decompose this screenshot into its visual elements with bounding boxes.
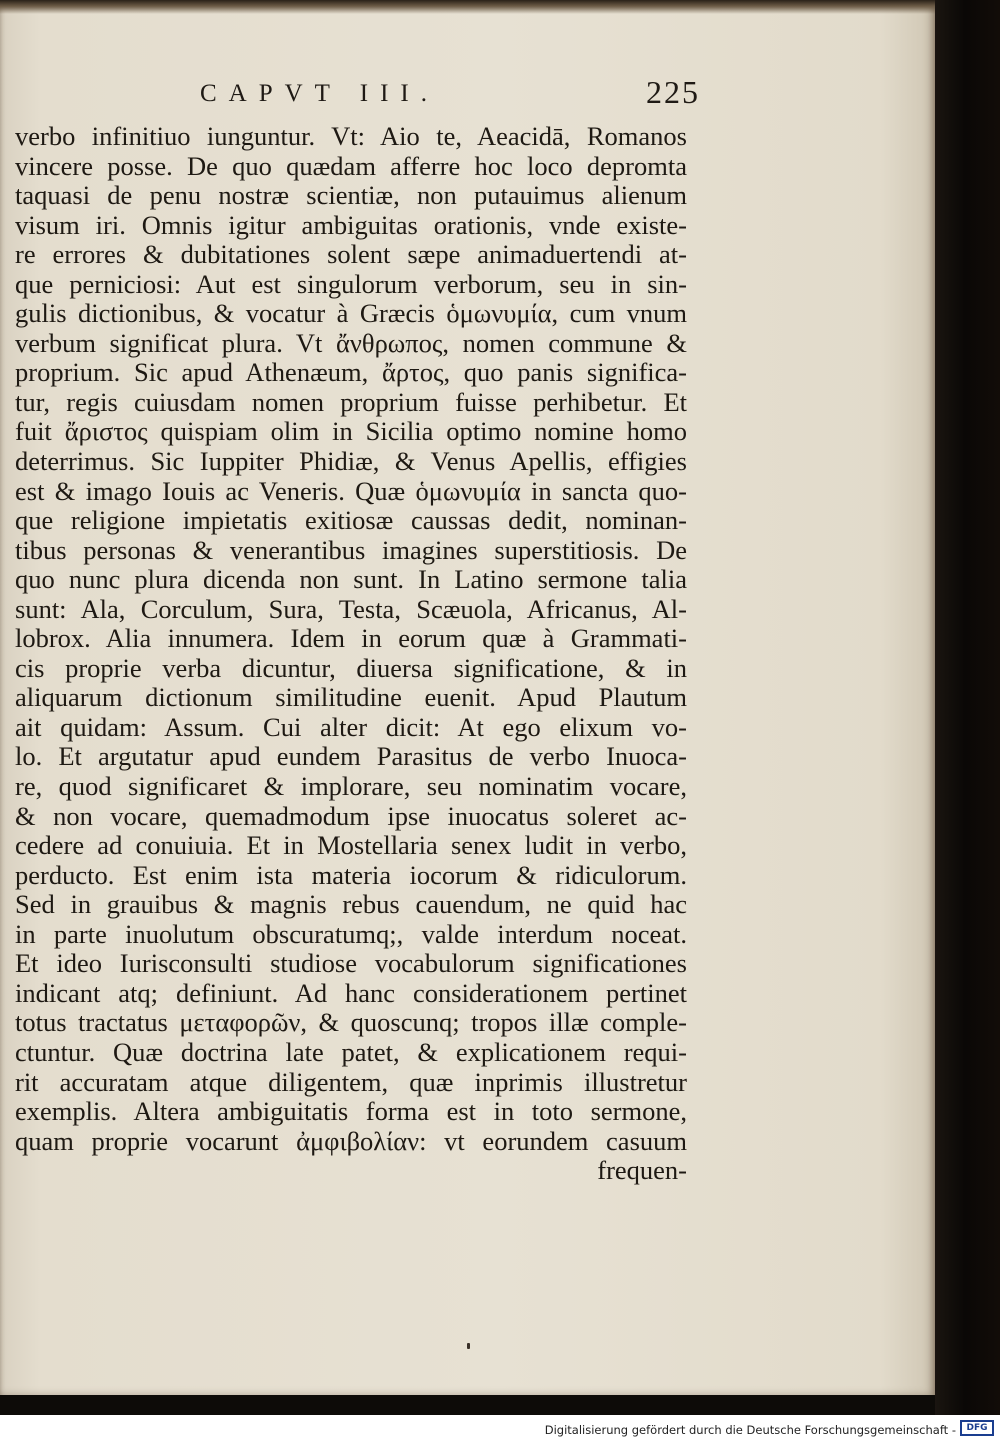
text-line: cis proprie verba dicuntur, diuersa significatione, & in bbox=[15, 652, 687, 683]
text-line: totus tractatus μεταφορῶν, & quoscunq; tropos illæ comple- bbox=[15, 1007, 687, 1038]
text-line: verbo infinitiuo iunguntur. Vt: Aio te, Aeacidā, Romanos bbox=[15, 121, 687, 151]
text-line: exemplis. Altera ambiguitatis forma est in toto sermone, bbox=[15, 1096, 687, 1127]
text-line: rit accuratam atque diligentem, quæ inprimis illustretur bbox=[15, 1066, 687, 1097]
text-line: & non vocare, quemadmodum ipse inuocatus soleret ac- bbox=[15, 800, 687, 831]
catchword: frequen- bbox=[597, 1155, 687, 1186]
running-head bbox=[200, 74, 700, 114]
text-line: gulis dictionibus, & vocatur à Græcis ὁμωνυμία, cum vnum bbox=[15, 298, 687, 329]
text-line: Sed in grauibus & magnis rebus cauendum, ne quid hac bbox=[15, 889, 687, 920]
chapter-title: CAPVT III. bbox=[200, 80, 439, 107]
ink-speck bbox=[467, 1343, 470, 1349]
text-line: lo. Et argutatur apud eundem Parasitus de verbo Inuoca- bbox=[15, 741, 687, 772]
text-line: lobrox. Alia innumera. Idem in eorum quæ à Grammati- bbox=[15, 623, 687, 654]
footer-bar bbox=[0, 1415, 1000, 1443]
page-number: 225 bbox=[646, 74, 700, 110]
dfg-logo: DFG bbox=[960, 1420, 994, 1436]
text-line: ctuntur. Quæ doctrina late patet, & explicationem requi- bbox=[15, 1036, 687, 1067]
text-line: aliquarum dictionum similitudine euenit. Apud Plautum bbox=[15, 682, 687, 713]
text-line: tur, regis cuiusdam nomen proprium fuisse perhibetur. Et bbox=[15, 386, 687, 417]
text-line: verbum significat plura. Vt ἄνθρωπος, nomen commune & bbox=[15, 327, 687, 358]
funding-credit: Digitalisierung gefördert durch die Deutsche Forschungsgemeinschaft - bbox=[544, 1423, 956, 1437]
text-line: sunt: Ala, Corculum, Sura, Testa, Scæuola, Africanus, Al- bbox=[15, 593, 687, 624]
text-line: vincere posse. De quo quædam afferre hoc loco depromta bbox=[15, 150, 687, 181]
text-line: ait quidam: Assum. Cui alter dicit: At ego elixum vo- bbox=[15, 711, 687, 742]
text-line: re, quod significaret & implorare, seu nominatim vocare, bbox=[15, 771, 687, 802]
text-line: cedere ad conuiuia. Et in Mostellaria senex ludit in verbo, bbox=[15, 830, 687, 861]
text-line: deterrimus. Sic Iuppiter Phidiæ, & Venus Apellis, effigies bbox=[15, 446, 687, 477]
text-line: perducto. Est enim ista materia iocorum & ridiculorum. bbox=[15, 859, 687, 890]
text-line: est & imago Iouis ac Veneris. Quæ ὁμωνυμία in sancta quo- bbox=[15, 475, 687, 506]
text-line: proprium. Sic apud Athenæum, ἄρτος, quo panis significa- bbox=[15, 357, 687, 388]
text-line: taquasi de penu nostræ scientiæ, non putauimus alienum bbox=[15, 180, 687, 211]
dark-margin bbox=[935, 0, 1000, 1415]
text-line: re errores & dubitationes solent sæpe animaduertendi at- bbox=[15, 239, 687, 270]
text-line: que religione impietatis exitiosæ caussas dedit, nominan- bbox=[15, 505, 687, 536]
page-top-edge bbox=[0, 0, 935, 14]
text-line: quo nunc plura dicenda non sunt. In Latino sermone talia bbox=[15, 564, 687, 595]
text-line: quam proprie vocarunt ἀμφιβολίαν: vt eorundem casuum bbox=[15, 1125, 687, 1156]
text-line: indicant atq; definiunt. Ad hanc considerationem pertinet bbox=[15, 977, 687, 1008]
text-line: Et ideo Iurisconsulti studiose vocabulorum significationes bbox=[15, 948, 687, 979]
text-line: que perniciosi: Aut est singulorum verborum, seu in sin- bbox=[15, 268, 687, 299]
text-line: in parte inuolutum obscuratumq;, valde interdum noceat. bbox=[15, 918, 687, 949]
body-text bbox=[15, 122, 687, 1186]
text-line: visum iri. Omnis igitur ambiguitas orationis, vnde existe- bbox=[15, 209, 687, 240]
text-line: fuit ἄριστος quispiam olim in Sicilia optimo nomine homo bbox=[15, 416, 687, 447]
text-line: tibus personas & venerantibus imagines superstitiosis. De bbox=[15, 534, 687, 565]
